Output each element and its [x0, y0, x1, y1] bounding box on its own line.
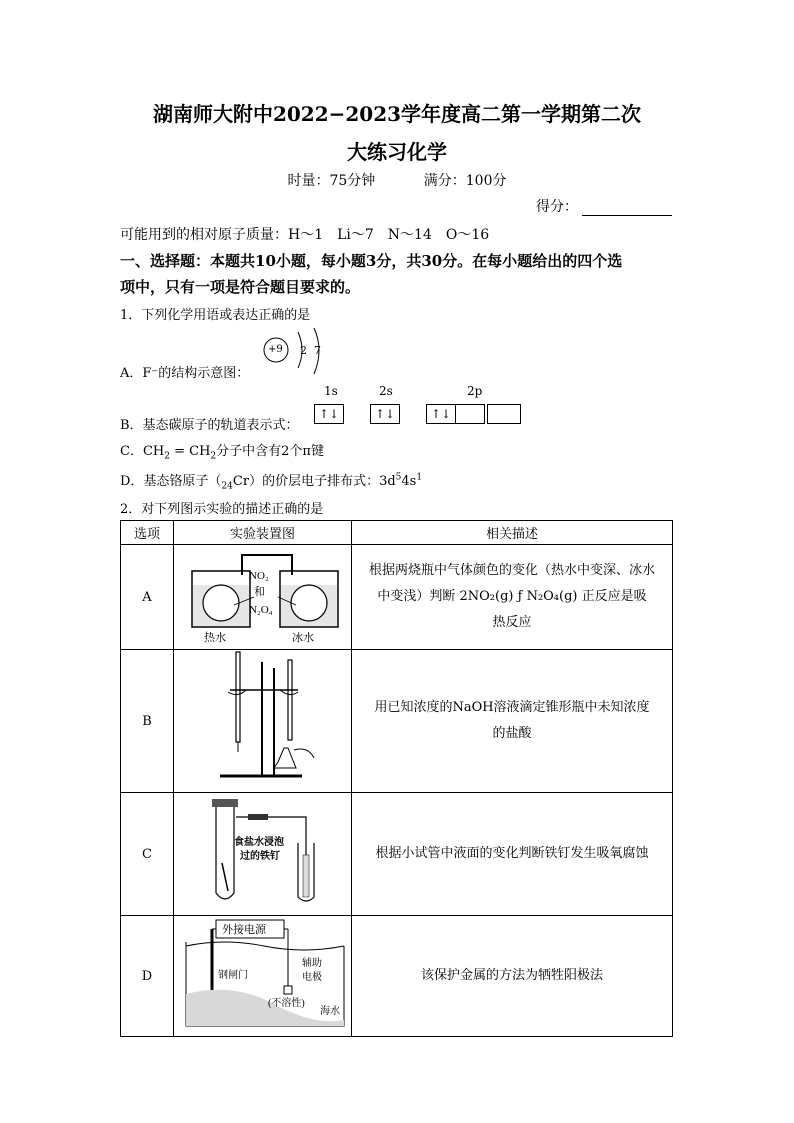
- row-description: 根据小试管中液面的变化判断铁钉发生吸氧腐蚀: [352, 793, 673, 916]
- apparatus-cell-c: [174, 793, 352, 916]
- page-title-line1: 湖南师大附中2022−2023学年度高二第一学期第二次: [152, 102, 642, 126]
- label-power-source: 外接电源: [222, 924, 266, 936]
- apparatus-cell-d: [174, 916, 352, 1037]
- q2-table: [120, 520, 673, 1037]
- atomic-masses: 可能用到的相对原子质量：H～1 Li～7 N～14 O～16: [120, 227, 490, 243]
- orbital-box-2p-3: [487, 404, 521, 424]
- table-row: [121, 545, 673, 650]
- score-field: [536, 196, 672, 216]
- shell-1-electrons: 2: [300, 344, 307, 357]
- label-steel-gate: 钢闸门: [218, 970, 248, 981]
- cathodic-protection-diagram: [174, 916, 351, 1032]
- nucleus-charge: +9: [268, 344, 283, 355]
- header-description: 相关描述: [352, 521, 673, 545]
- full-score: 满分：100分: [423, 173, 507, 189]
- q1-option-d: D．基态铬原子$(_{24}Cr)$的价层电子排布式：$3d^54s^1$: [120, 472, 423, 492]
- label-n2o4: N₂O₄: [249, 604, 273, 616]
- q1-option-a: A．F⁻的结构示意图：: [120, 366, 250, 381]
- row-description: 根据两烧瓶中气体颜色的变化（热水中变深、冰水 中变浅）判断 2NO₂(g) ƒ N₂O₄(g) 正反应是吸 热反应: [352, 545, 673, 650]
- corrosion-diagram: [174, 793, 351, 911]
- orbital-box-2p-2: [455, 404, 485, 424]
- label-no2: NO₂: [249, 570, 269, 582]
- exam-meta: [0, 170, 794, 190]
- orbital-box-2s: ↑↓: [370, 404, 400, 424]
- q1-stem: 1．下列化学用语或表达正确的是: [120, 308, 311, 323]
- orbital-label-1s: 1s: [324, 384, 338, 398]
- apparatus-cell-a: [174, 545, 352, 650]
- label-aux-3: (不溶性): [268, 998, 305, 1009]
- score-label: 得分：: [536, 199, 578, 215]
- score-blank[interactable]: [582, 201, 672, 216]
- table-row: [121, 793, 673, 916]
- label-iron-nail: 过的铁钉: [240, 851, 280, 862]
- label-seawater: 海水: [320, 1006, 340, 1017]
- q2-stem: 2．对下列图示实验的描述正确的是: [120, 502, 324, 517]
- header-option: 选项: [121, 521, 174, 545]
- page-title-line2: 大练习化学: [347, 140, 447, 164]
- row-option: B: [121, 650, 174, 793]
- section1-heading-line2: 项中，只有一项是符合题目要求的。: [120, 278, 361, 296]
- orbital-label-2p: 2p: [467, 384, 483, 398]
- row-option: D: [121, 916, 174, 1037]
- orbital-box-2p-1: ↑↓: [426, 404, 456, 424]
- label-hot-water: 热水: [204, 632, 226, 644]
- orbital-box-1s: ↑↓: [314, 404, 344, 424]
- q1-option-b: B．基态碳原子的轨道表示式：: [120, 418, 299, 433]
- section1-heading-line1: 一、选择题：本题共10小题，每小题3分，共30分。在每小题给出的四个选: [120, 252, 623, 270]
- header-apparatus: 实验装置图: [174, 521, 352, 545]
- orbital-label-2s: 2s: [379, 384, 393, 398]
- titration-diagram: [174, 650, 351, 788]
- label-and: 和: [254, 586, 265, 598]
- table-row: [121, 916, 673, 1037]
- row-description: 用已知浓度的NaOH溶液滴定锥形瓶中未知浓度 的盐酸: [352, 650, 673, 793]
- row-description: 该保护金属的方法为牺牲阳极法: [352, 916, 673, 1037]
- label-salt-water: 食盐水浸泡: [234, 837, 284, 848]
- table-row: [121, 650, 673, 793]
- apparatus-cell-b: [174, 650, 352, 793]
- label-aux-1: 辅助: [302, 958, 322, 969]
- row-option: A: [121, 545, 174, 650]
- table-header-row: [121, 521, 673, 545]
- label-ice-water: 冰水: [292, 632, 314, 644]
- label-aux-2: 电极: [302, 972, 322, 983]
- time-limit: 时量：75分钟: [287, 173, 376, 189]
- row-option: C: [121, 793, 174, 916]
- shell-2-electrons: 7: [314, 344, 321, 357]
- q1-option-c: C．$CH_2 = CH_2$分子中含有2个π键: [120, 444, 324, 462]
- no2-equilibrium-diagram: [174, 545, 351, 645]
